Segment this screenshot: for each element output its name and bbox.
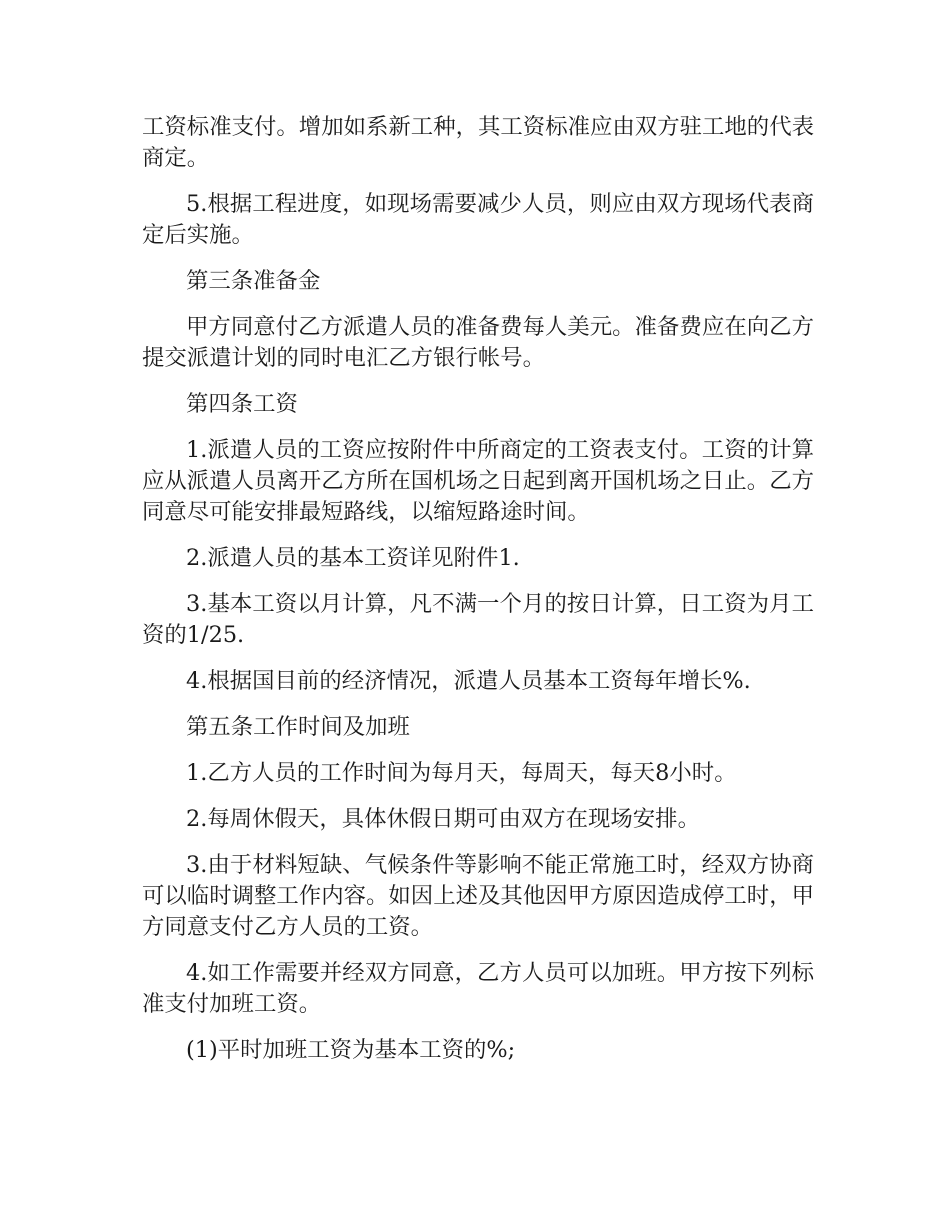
article-5-subitem-1: (1)平时加班工资为基本工资的%; <box>186 1037 516 1063</box>
article-5-item-1: 1.乙方人员的工作时间为每月天，每周天，每天8小时。 <box>186 760 737 786</box>
article-3-heading: 第三条准备金 <box>186 268 321 294</box>
article-4-item-2: 2.派遣人员的基本工资详见附件1. <box>186 545 520 571</box>
article-5-item-4: 4.如工作需要并经双方同意，乙方人员可以加班。甲方按下列标准支付加班工资。 <box>142 960 814 1017</box>
clause-item-5: 5.根据工程进度，如现场需要减少人员，则应由双方现场代表商定后实施。 <box>142 191 814 248</box>
article-4-item-4: 4.根据国目前的经济情况，派遣人员基本工资每年增长%. <box>186 668 751 694</box>
article-5-item-2: 2.每周休假天，具体休假日期可由双方在现场安排。 <box>186 806 700 832</box>
article-4-item-1: 1.派遣人员的工资应按附件中所商定的工资表支付。工资的计算应从派遣人员离开乙方所在国机场之日起到离开国机场之日止。乙方同意尽可能安排最短路线，以缩短路途时间。 <box>142 437 814 525</box>
paragraph-continuation: 工资标准支付。增加如系新工种，其工资标准应由双方驻工地的代表商定。 <box>142 114 814 171</box>
article-5-heading: 第五条工作时间及加班 <box>186 714 410 740</box>
article-5-item-3: 3.由于材料短缺、气候条件等影响不能正常施工时，经双方协商可以临时调整工作内容。如因上述及其他因甲方原因造成停工时，甲方同意支付乙方人员的工资。 <box>142 852 814 940</box>
article-4-item-3: 3.基本工资以月计算，凡不满一个月的按日计算，日工资为月工资的1/25. <box>142 591 814 648</box>
article-3-body: 甲方同意付乙方派遣人员的准备费每人美元。准备费应在向乙方提交派遣计划的同时电汇乙方银行帐号。 <box>142 314 814 371</box>
article-4-heading: 第四条工资 <box>186 391 298 417</box>
document-page <box>142 112 814 1081</box>
